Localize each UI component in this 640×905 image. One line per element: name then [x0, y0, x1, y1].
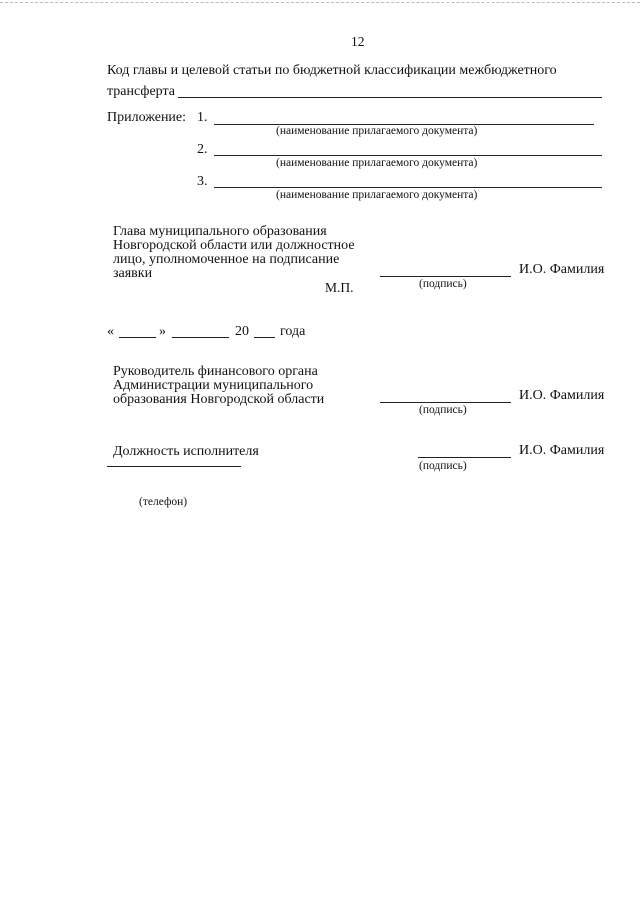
head-signature-caption: (подпись) [419, 278, 467, 290]
code-block-line-1: Код главы и целевой статьи по бюджетной классификации межбюджетного [107, 63, 557, 78]
attachment-1-num: 1. [197, 110, 208, 125]
date-day-fill[interactable] [119, 337, 156, 338]
executor-signature-line[interactable] [418, 457, 511, 458]
finance-signature-caption: (подпись) [419, 404, 467, 416]
finance-block-line-3: образования Новгородской области [113, 392, 325, 407]
head-signature-line[interactable] [380, 276, 511, 277]
code-block-fill-line[interactable] [178, 97, 602, 98]
date-open-quote: « [107, 324, 114, 339]
stamp-label: М.П. [325, 280, 354, 295]
head-block-line-3: лицо, уполномоченное на подписание [113, 252, 340, 267]
executor-label: Должность исполнителя [113, 444, 259, 459]
attachment-2-fill-line[interactable] [214, 155, 602, 156]
finance-name: И.О. Фамилия [519, 388, 605, 403]
attachment-2-caption: (наименование прилагаемого документа) [276, 157, 478, 169]
date-month-fill[interactable] [172, 337, 229, 338]
attachment-3-num: 3. [197, 174, 208, 189]
attachment-3-fill-line[interactable] [214, 187, 602, 188]
page-number: 12 [351, 34, 365, 49]
date-year-fill[interactable] [254, 337, 275, 338]
finance-block-line-2: Администрации муниципального [113, 378, 314, 393]
finance-block-line-1: Руководитель финансового органа [113, 364, 318, 379]
executor-name: И.О. Фамилия [519, 443, 605, 458]
finance-signature-line[interactable] [380, 402, 511, 403]
head-block-line-2: Новгородской области или должностное [113, 238, 355, 253]
head-name: И.О. Фамилия [519, 262, 605, 277]
attachment-1-caption: (наименование прилагаемого документа) [276, 125, 478, 137]
head-block-line-1: Глава муниципального образования [113, 224, 327, 239]
date-close-quote: » [159, 324, 166, 339]
code-block-line-2: трансферта [107, 84, 175, 99]
attachments-label: Приложение: [107, 110, 187, 125]
scan-top-edge [0, 2, 640, 3]
phone-fill-line[interactable] [107, 466, 241, 467]
attachment-3-caption: (наименование прилагаемого документа) [276, 189, 478, 201]
date-year-prefix: 20 [235, 324, 249, 339]
executor-signature-caption: (подпись) [419, 460, 467, 472]
date-year-suffix: года [280, 324, 306, 339]
head-block-line-4: заявки [113, 266, 153, 281]
phone-caption: (телефон) [139, 496, 188, 508]
attachment-2-num: 2. [197, 142, 208, 157]
